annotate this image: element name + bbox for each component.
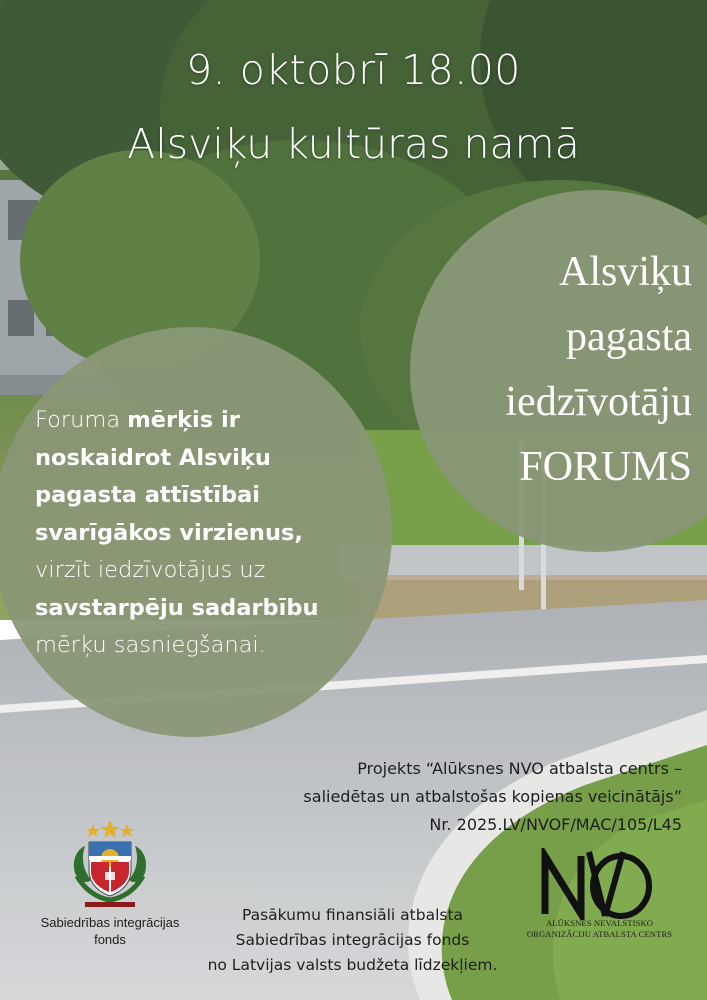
project-number: Nr. 2025.LV/NVOF/MAC/105/L45	[429, 815, 682, 834]
project-line: saliedētas un atbalstošas kopienas veicinātājs”	[303, 787, 682, 806]
forum-title-line: FORUMS	[519, 444, 692, 490]
forum-title-line: pagasta	[566, 314, 692, 360]
goal-line: savstarpēju sadarbību	[35, 594, 319, 621]
funding-line: Sabiedrības integrācijas fonds	[235, 931, 470, 949]
event-location: Alsviķu kultūras namā	[127, 120, 580, 168]
latvian-coat-of-arms-icon	[65, 818, 155, 910]
goal-line: noskaidrot Alsviķu	[35, 444, 271, 471]
funding-line: Pasākumu finansiāli atbalsta	[241, 906, 464, 924]
goal-line: virzīt iedzīvotājus uz	[35, 557, 266, 583]
funding-info	[170, 903, 535, 978]
goal-line: Foruma mērķis ir	[35, 407, 240, 433]
forum-title-line: iedzīvotāju	[505, 379, 692, 425]
goal-line: svarīgākos virzienus,	[35, 519, 303, 546]
forum-title	[420, 240, 692, 500]
sif-name: Sabiedrības integrācijas fonds	[40, 915, 180, 947]
nvo-center-logo	[502, 848, 697, 948]
project-line: Projekts “Alūksnes NVO atbalsta centrs –	[357, 759, 682, 778]
nvo-caption: ALŪKSNES NEVALSTISKO ORGANIZĀCIJU ATBALSTA CENTRS	[526, 918, 673, 939]
goal-line: pagasta attīstībai	[35, 482, 261, 508]
project-info	[162, 755, 682, 839]
goal-line: mērķu sasniegšanai.	[35, 632, 266, 658]
funding-line: no Latvijas valsts budžeta līdzekļiem.	[207, 956, 498, 974]
forum-goal-text	[35, 402, 385, 665]
event-date-time: 9. oktobrī 18.00	[186, 46, 521, 94]
nvo-logo-icon	[537, 848, 657, 920]
forum-title-line: Alsviķu	[558, 249, 692, 295]
